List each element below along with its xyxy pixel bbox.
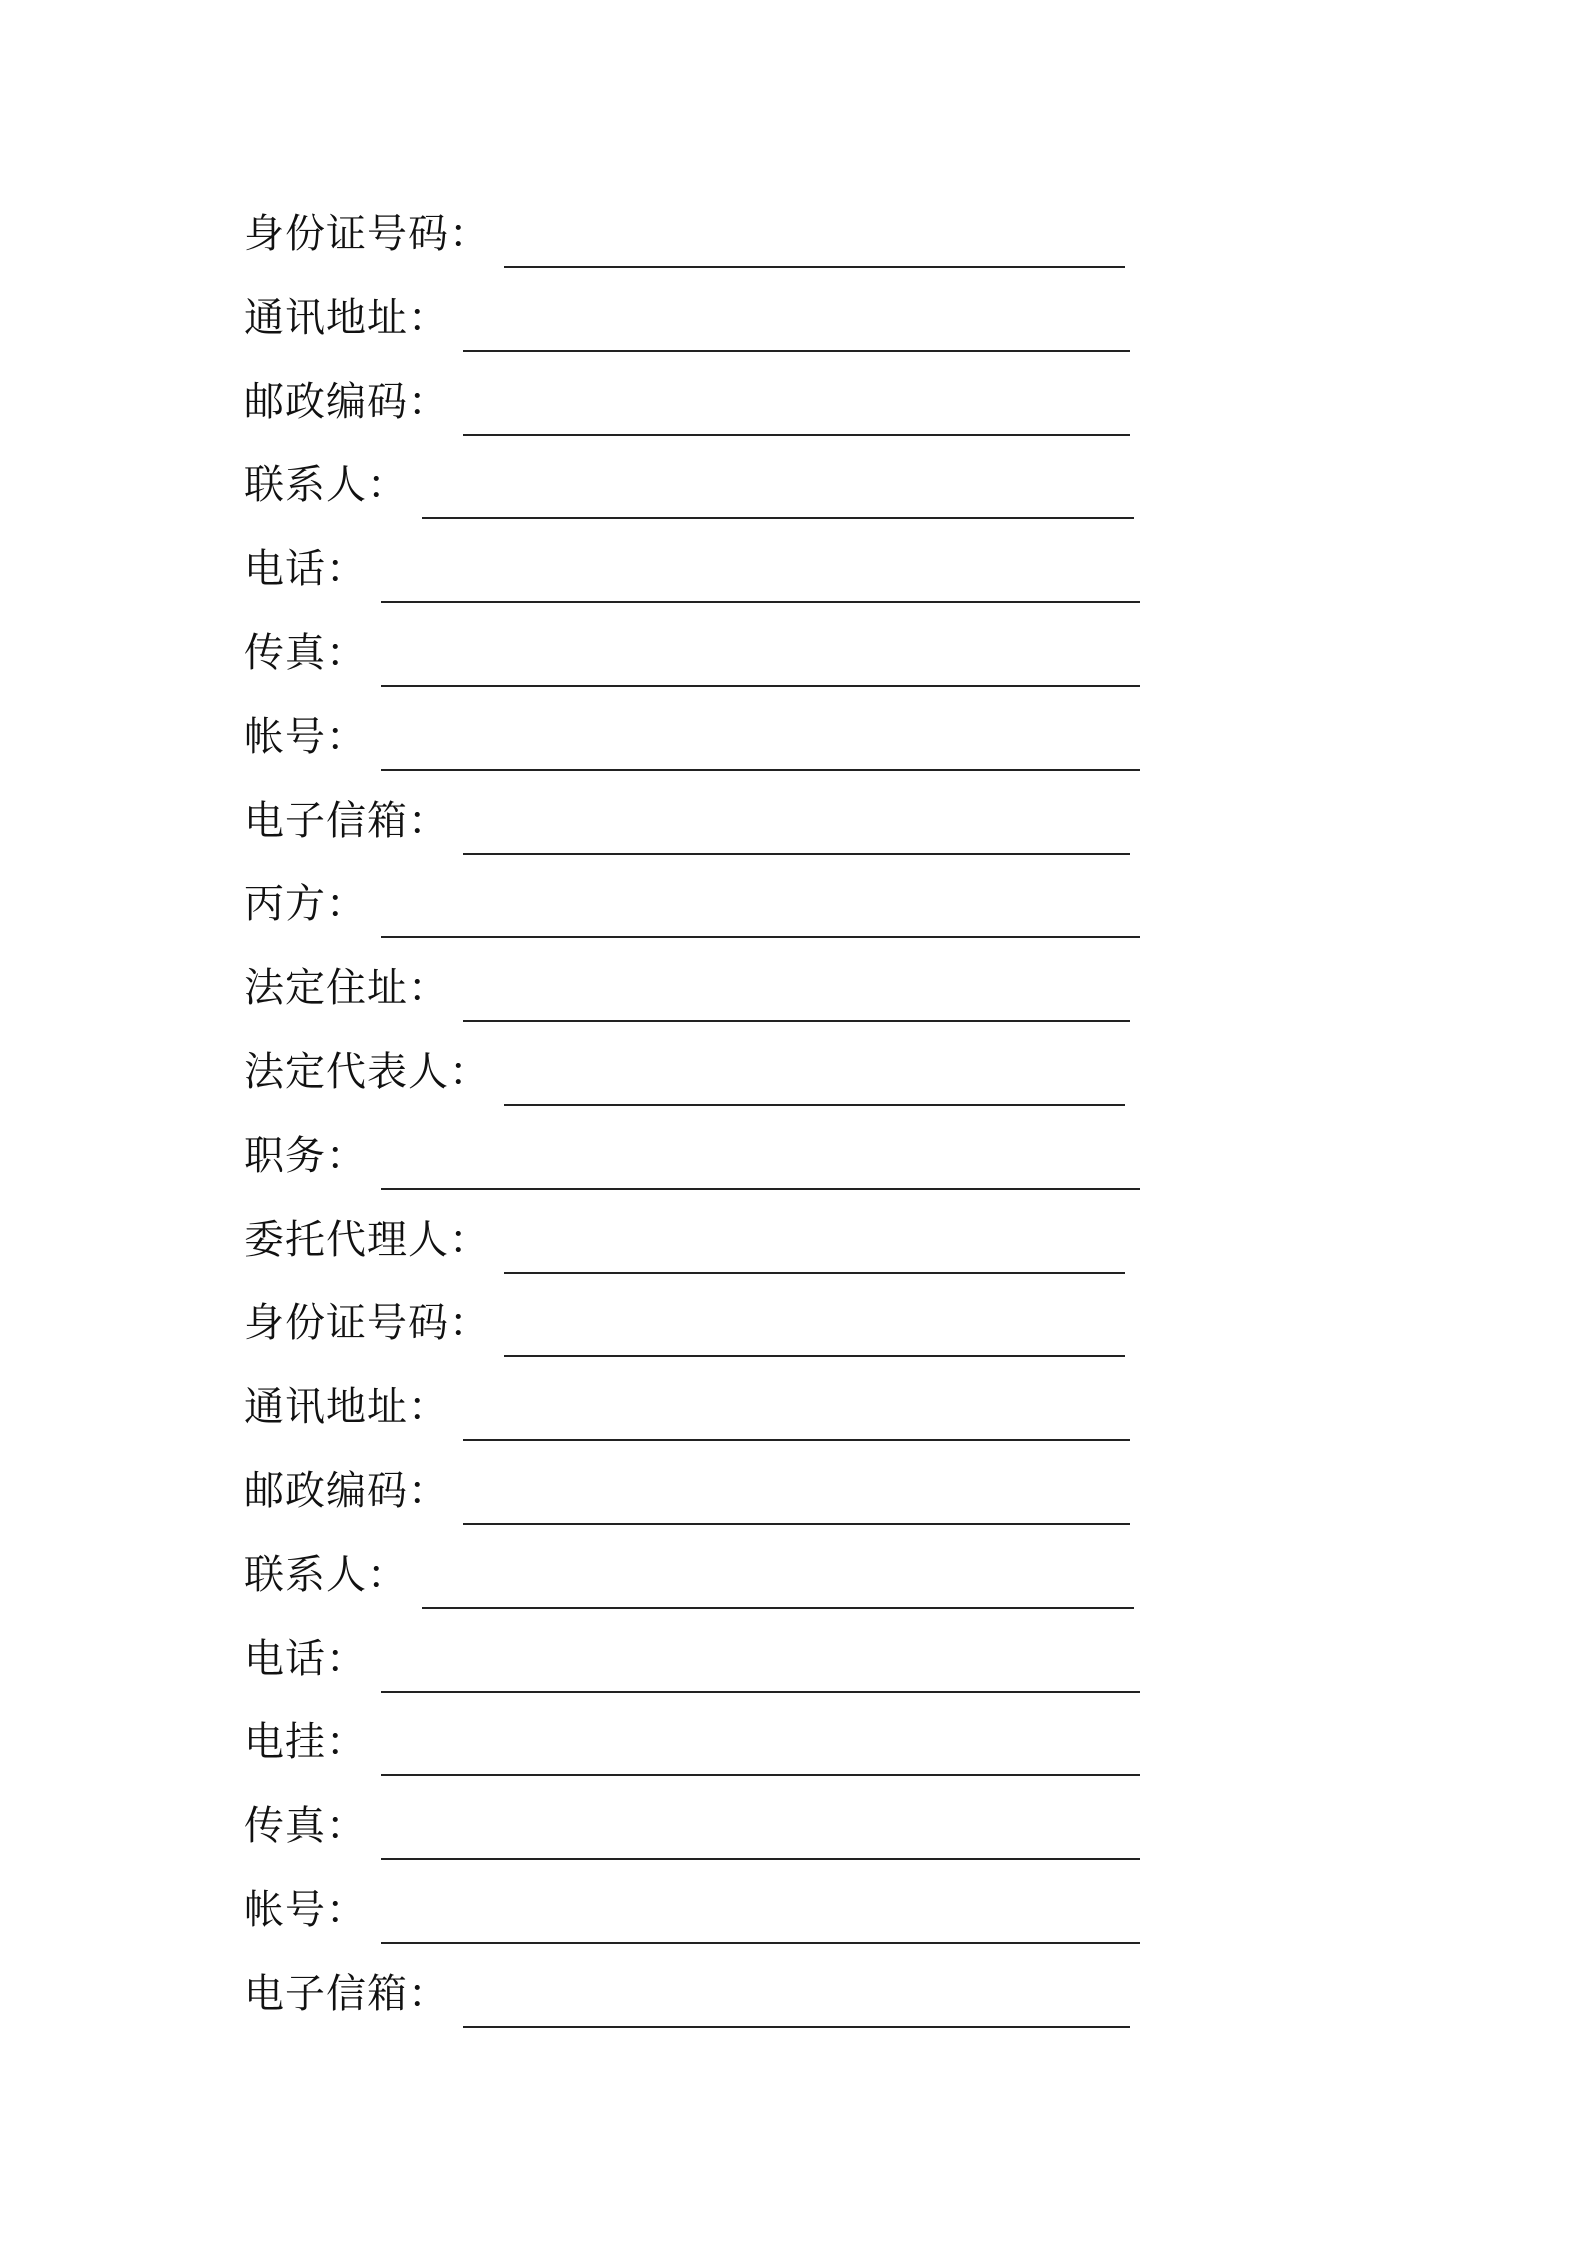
field-label: 传真： xyxy=(244,1803,367,1850)
field-label: 帐号： xyxy=(244,1886,367,1933)
form-field-row xyxy=(244,1379,1124,1463)
field-blank-line[interactable] xyxy=(381,715,1140,771)
field-blank-line[interactable] xyxy=(504,1218,1125,1274)
form-field-row xyxy=(244,793,1124,877)
field-blank-line[interactable] xyxy=(381,631,1140,687)
field-blank-line[interactable] xyxy=(381,1134,1140,1190)
field-label: 法定住址： xyxy=(244,965,449,1012)
form-field-row xyxy=(244,1044,1124,1128)
field-label: 邮政编码： xyxy=(244,378,449,425)
field-blank-line[interactable] xyxy=(381,1637,1140,1693)
field-label: 委托代理人： xyxy=(244,1216,490,1263)
field-label: 身份证号码： xyxy=(244,1300,490,1347)
field-label: 传真： xyxy=(244,629,367,676)
form-field-row xyxy=(244,1547,1124,1631)
form-field-row xyxy=(244,876,1124,960)
field-blank-line[interactable] xyxy=(463,799,1130,855)
field-blank-line[interactable] xyxy=(504,1050,1125,1106)
form-field-row xyxy=(244,1463,1124,1547)
form-field-row xyxy=(244,541,1124,625)
form-field-row xyxy=(244,1128,1124,1212)
field-blank-line[interactable] xyxy=(463,966,1130,1022)
form-field-row xyxy=(244,290,1124,374)
field-label: 法定代表人： xyxy=(244,1048,490,1095)
field-label: 邮政编码： xyxy=(244,1467,449,1514)
field-blank-line[interactable] xyxy=(381,547,1140,603)
field-blank-line[interactable] xyxy=(463,1385,1130,1441)
field-label: 通讯地址： xyxy=(244,1384,449,1431)
field-blank-line[interactable] xyxy=(504,212,1125,268)
form-field-row xyxy=(244,1212,1124,1296)
form-field-row xyxy=(244,1798,1124,1882)
form-field-row xyxy=(244,1714,1124,1798)
form-field-row xyxy=(244,625,1124,709)
field-blank-line[interactable] xyxy=(463,1972,1130,2028)
form-field-row xyxy=(244,1295,1124,1379)
field-label: 丙方： xyxy=(244,881,367,928)
field-label: 联系人： xyxy=(244,1551,408,1598)
field-label: 电挂： xyxy=(244,1719,367,1766)
field-label: 电子信箱： xyxy=(244,1970,449,2017)
form-field-row xyxy=(244,457,1124,541)
field-blank-line[interactable] xyxy=(422,1553,1134,1609)
field-label: 电子信箱： xyxy=(244,797,449,844)
form-field-row xyxy=(244,1631,1124,1715)
field-blank-line[interactable] xyxy=(381,1720,1140,1776)
field-blank-line[interactable] xyxy=(463,1469,1130,1525)
field-label: 身份证号码： xyxy=(244,211,490,257)
form-field-row xyxy=(244,206,1124,290)
field-label: 电话： xyxy=(244,1635,367,1682)
field-label: 电话： xyxy=(244,546,367,593)
form-field-row xyxy=(244,374,1124,458)
field-blank-line[interactable] xyxy=(463,380,1130,436)
form-field-list xyxy=(244,206,1124,2050)
field-blank-line[interactable] xyxy=(381,1804,1140,1860)
field-blank-line[interactable] xyxy=(422,463,1134,519)
field-label: 联系人： xyxy=(244,462,408,509)
field-blank-line[interactable] xyxy=(463,296,1130,352)
field-blank-line[interactable] xyxy=(381,1888,1140,1944)
field-blank-line[interactable] xyxy=(504,1301,1125,1357)
field-blank-line[interactable] xyxy=(381,882,1140,938)
field-label: 帐号： xyxy=(244,713,367,760)
field-label: 通讯地址： xyxy=(244,294,449,341)
form-field-row xyxy=(244,1966,1124,2050)
form-field-row xyxy=(244,960,1124,1044)
field-label: 职务： xyxy=(244,1132,367,1179)
form-field-row xyxy=(244,709,1124,793)
form-field-row xyxy=(244,1882,1124,1966)
